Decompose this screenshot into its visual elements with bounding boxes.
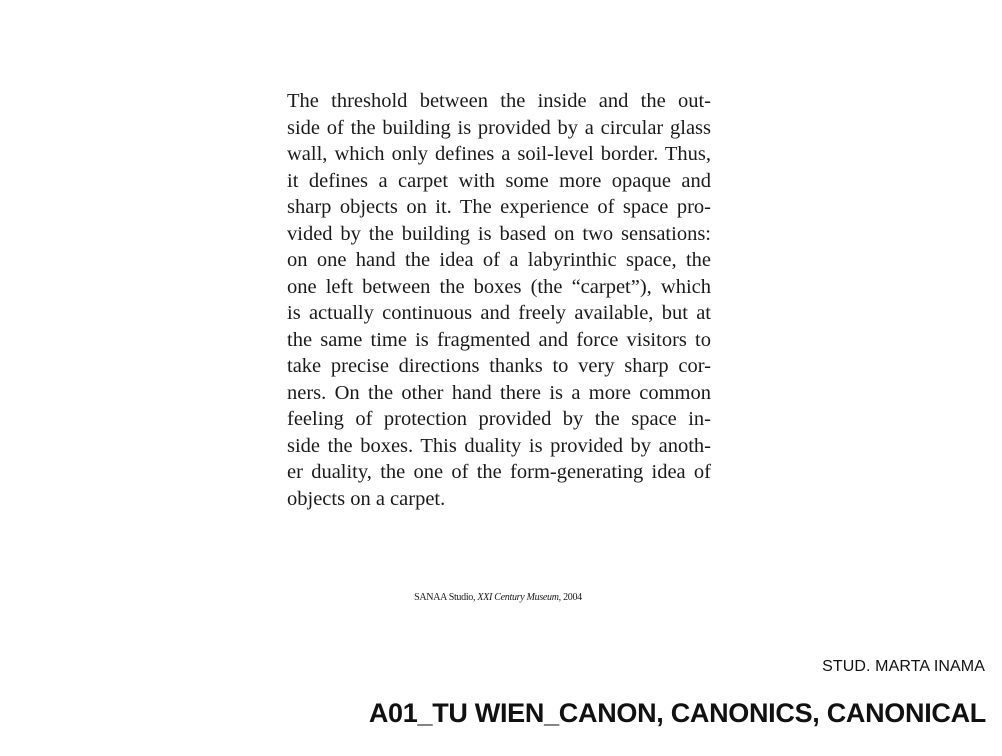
caption-author: SANAA Studio, (414, 592, 478, 603)
student-name: STUD. MARTA INAMA (822, 658, 985, 675)
paragraph-line: objects on a carpet. (287, 487, 446, 510)
paragraph-line: is actually continuous and freely available, but at (287, 302, 711, 324)
paragraph-line: wall, which only defines a soil-level border. Thus, (287, 143, 711, 165)
paragraph-line: it defines a carpet with some more opaque and (287, 169, 711, 192)
paragraph-line: one left between the boxes (the “carpet”), which (287, 275, 711, 298)
paragraph-line: feeling of protection provided by the space in- (287, 408, 711, 430)
course-title: A01_TU WIEN_CANON, CANONICS, CANONICAL (368, 698, 986, 728)
caption-year: 2004 (560, 592, 582, 603)
paragraph-line: side of the building is provided by a circular glass (287, 116, 711, 139)
paragraph-line: The threshold between the inside and the out- (287, 90, 711, 112)
paragraph-line: side the boxes. This duality is provided by anoth- (287, 434, 711, 457)
paragraph-line: vided by the building is based on two sensations: (287, 222, 711, 245)
caption-work-title: XXI Century Museum, (477, 592, 561, 603)
paragraph-line: take precise directions thanks to very sharp cor- (287, 355, 711, 377)
paragraph-line: on one hand the idea of a labyrinthic space, the (287, 249, 711, 271)
paragraph-line: sharp objects on it. The experience of space pro- (287, 196, 711, 218)
paragraph-line: the same time is fragmented and force visitors to (287, 328, 711, 351)
paragraph-line: ners. On the other hand there is a more common (287, 381, 711, 404)
image-caption (0, 592, 999, 603)
body-paragraph (287, 88, 711, 512)
paragraph-line: er duality, the one of the form-generating idea of (287, 461, 711, 483)
